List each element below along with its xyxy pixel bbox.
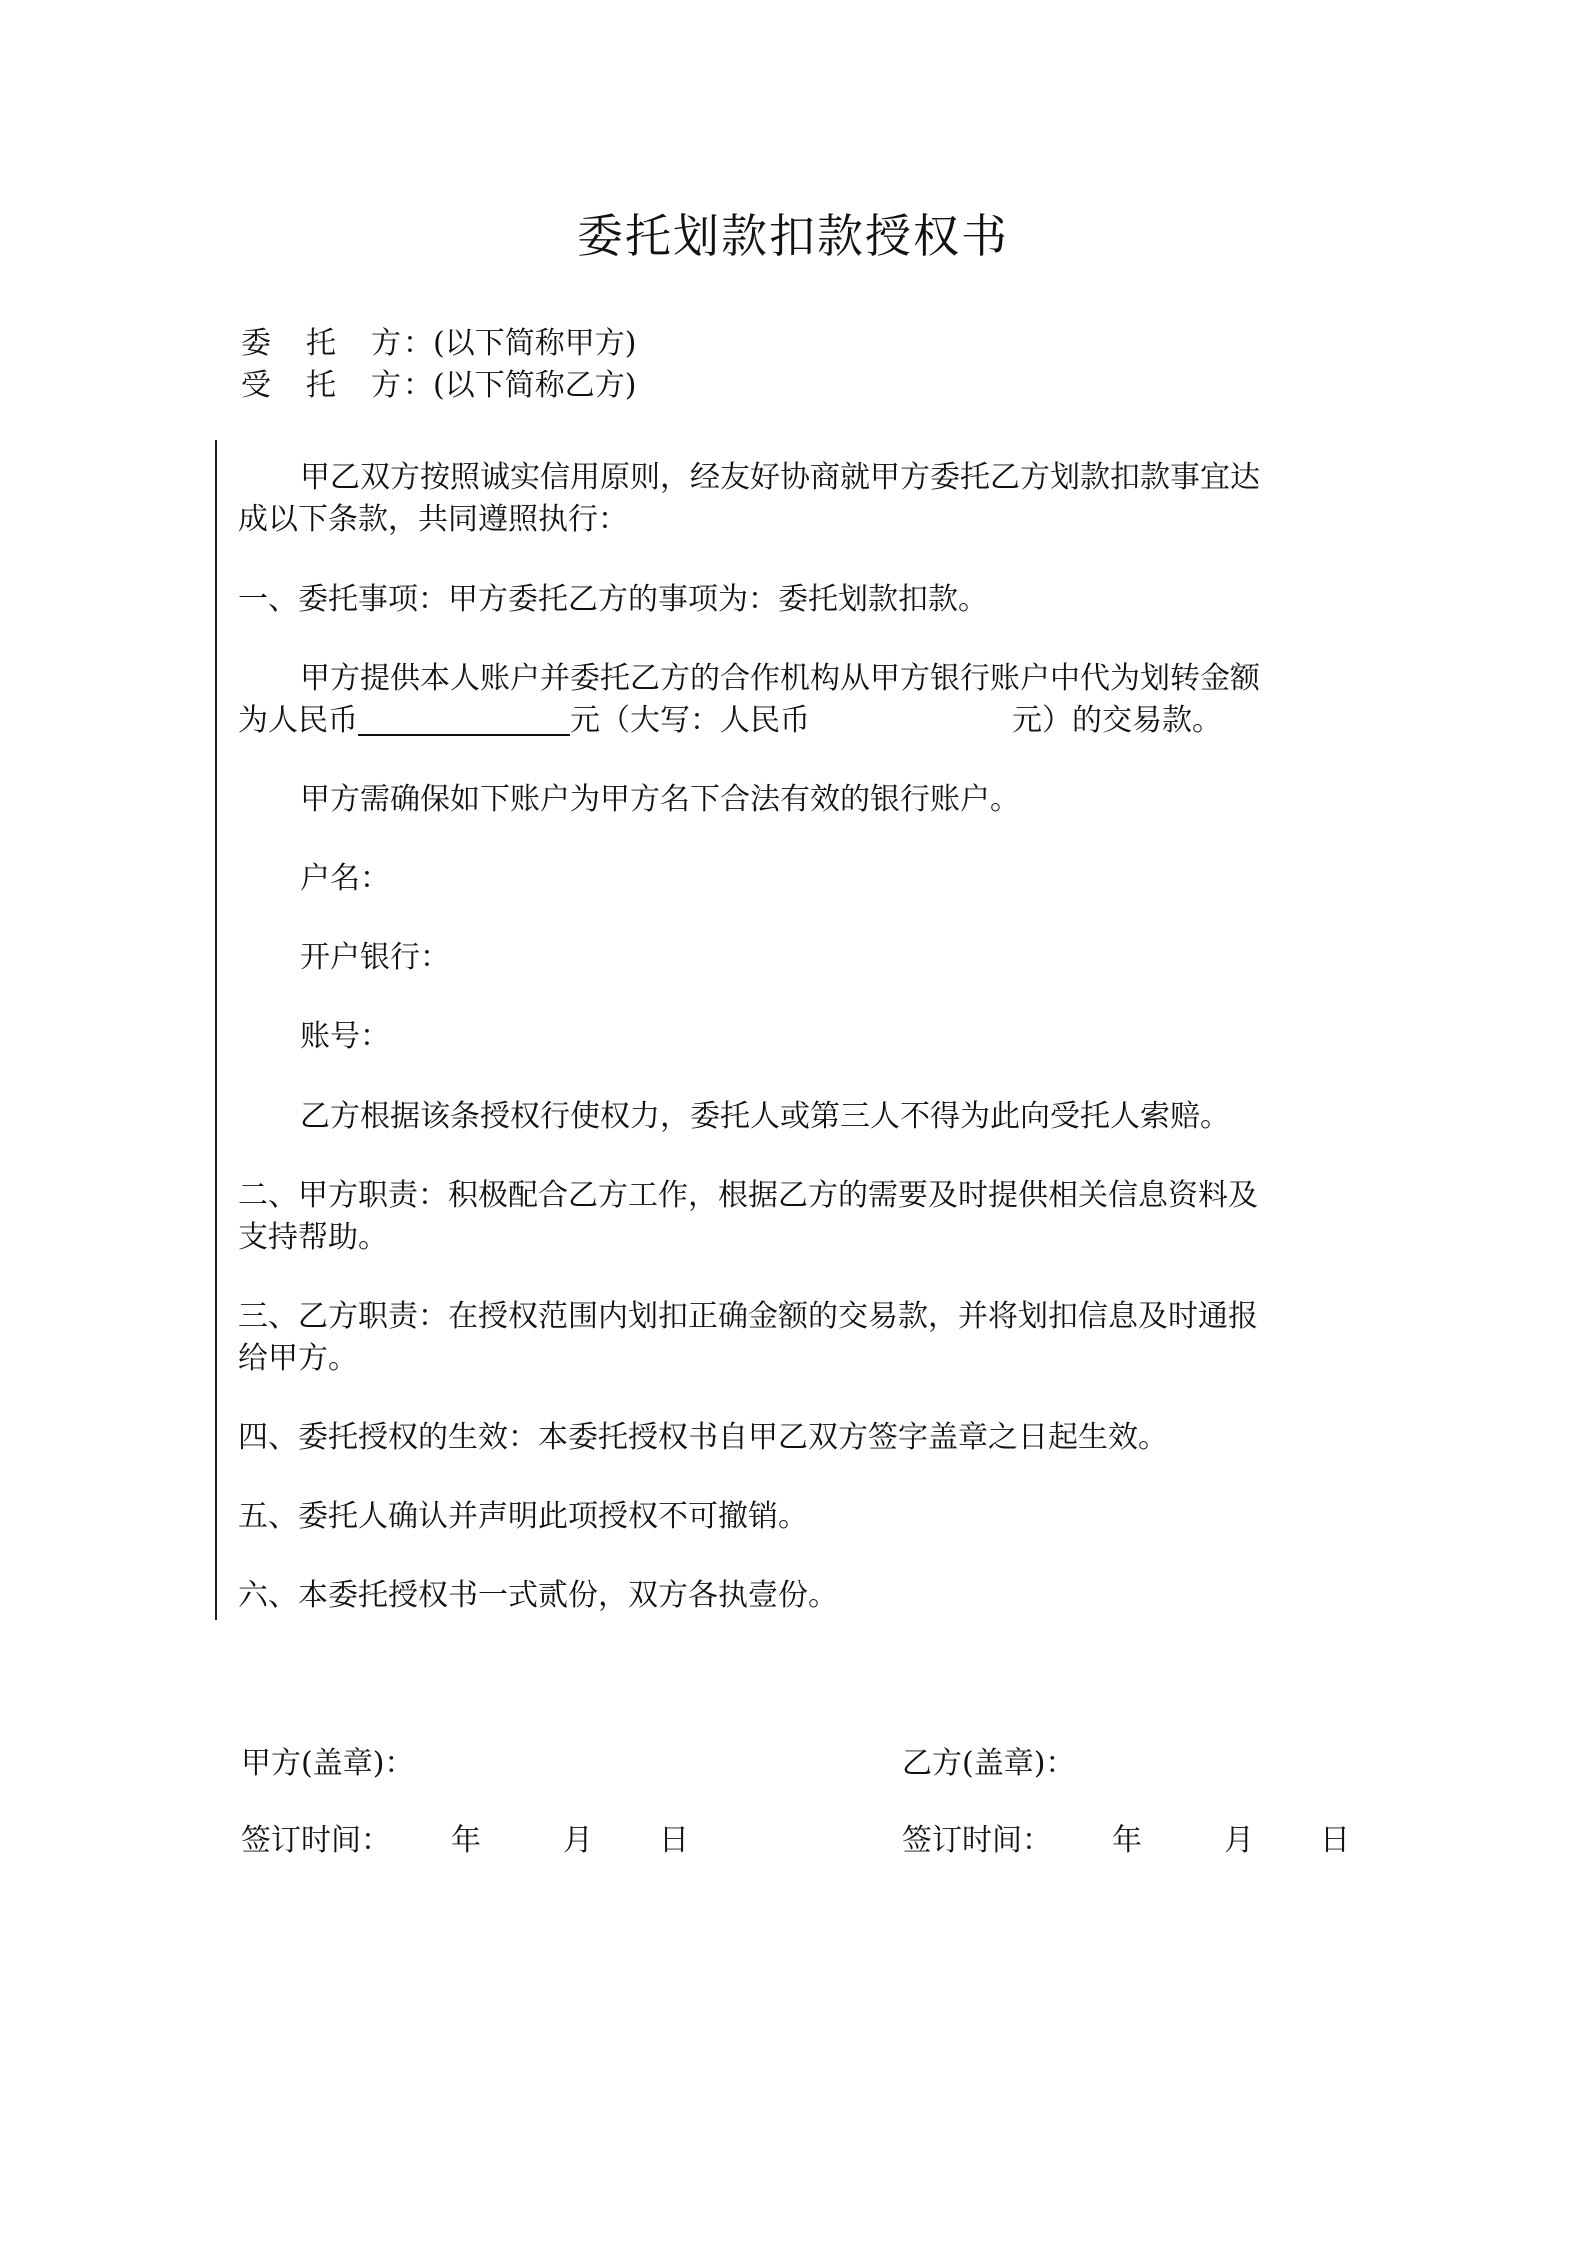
bank-field: 开户银行： bbox=[300, 940, 450, 975]
amount-blank[interactable] bbox=[358, 704, 570, 736]
agent-value: ：(以下简称乙方) bbox=[403, 368, 637, 403]
month-label: 月 bbox=[1224, 1823, 1254, 1858]
year-label: 年 bbox=[451, 1823, 481, 1858]
date-label: 签订时间： bbox=[902, 1823, 1052, 1858]
clause-4: 四、委托授权的生效：本委托授权书自甲乙双方签字盖章之日起生效。 bbox=[238, 1420, 1168, 1455]
intro-line-2: 成以下条款，共同遵照执行： bbox=[238, 502, 628, 537]
day-label: 日 bbox=[1320, 1823, 1350, 1858]
clause-6: 六、本委托授权书一式贰份，双方各执壹份。 bbox=[238, 1578, 838, 1613]
clause-3-line-2: 给甲方。 bbox=[238, 1341, 358, 1376]
account-number-field: 账号： bbox=[300, 1019, 390, 1054]
month-label: 月 bbox=[563, 1823, 593, 1858]
clause-2-line-1: 二、甲方职责：积极配合乙方工作，根据乙方的需要及时提供相关信息资料及 bbox=[238, 1178, 1258, 1213]
client-label: 委 托 方 bbox=[241, 326, 401, 361]
agent-label: 受 托 方 bbox=[241, 368, 401, 403]
clause-1-p1-line-1: 甲方提供本人账户并委托乙方的合作机构从甲方银行账户中代为划转金额 bbox=[300, 661, 1260, 696]
clause-1-p1-line-2: 为人民币 元（大写：人民币 元）的交易款。 bbox=[238, 703, 1222, 738]
clause-2-line-2: 支持帮助。 bbox=[238, 1220, 388, 1255]
document-title: 委托划款扣款授权书 bbox=[577, 209, 1009, 263]
clause-1-heading: 一、委托事项：甲方委托乙方的事项为：委托划款扣款。 bbox=[238, 582, 988, 617]
clause-5: 五、委托人确认并声明此项授权不可撤销。 bbox=[238, 1499, 808, 1534]
day-label: 日 bbox=[659, 1823, 689, 1858]
party-b-date-line bbox=[902, 1815, 1350, 1859]
agent-party-line bbox=[241, 360, 636, 404]
party-a-date-line bbox=[241, 1815, 689, 1859]
client-value: ：(以下简称甲方) bbox=[403, 326, 637, 361]
clause-1-p3: 乙方根据该条授权行使权力，委托人或第三人不得为此向受托人索赔。 bbox=[300, 1099, 1230, 1134]
account-name-field: 户名： bbox=[300, 861, 390, 896]
client-party-line bbox=[241, 318, 636, 362]
date-label: 签订时间： bbox=[241, 1823, 391, 1858]
year-label: 年 bbox=[1112, 1823, 1142, 1858]
intro-line-1: 甲乙双方按照诚实信用原则，经友好协商就甲方委托乙方划款扣款事宜达 bbox=[300, 460, 1260, 495]
party-a-seal-label: 甲方(盖章)： bbox=[241, 1746, 415, 1781]
clause-3-line-1: 三、乙方职责：在授权范围内划扣正确金额的交易款，并将划扣信息及时通报 bbox=[238, 1299, 1258, 1334]
margin-rule bbox=[215, 440, 217, 1620]
clause-1-p2: 甲方需确保如下账户为甲方名下合法有效的银行账户。 bbox=[300, 782, 1020, 817]
party-b-seal-label: 乙方(盖章)： bbox=[902, 1746, 1076, 1781]
